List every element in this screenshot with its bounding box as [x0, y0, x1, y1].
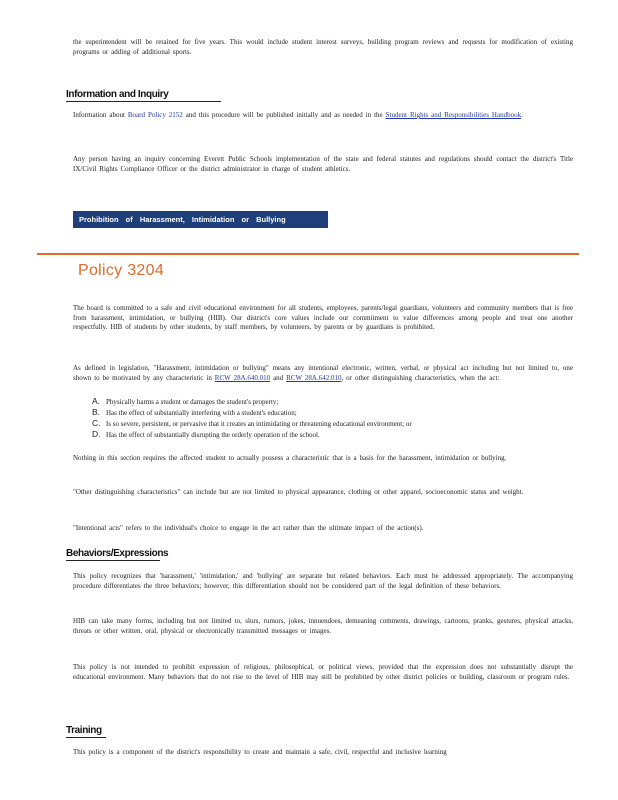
info-text-mid: and this procedure will be published initially and as needed in the — [182, 111, 386, 119]
list-item — [92, 418, 512, 429]
list-text: Physically harms a student or damages the student's property; — [106, 398, 279, 406]
behaviors-paragraph-1: This policy recognizes that 'harassment,' 'intimidation,' and 'bullying' are separate but related behaviors. Each must be addressed appropriately. The accompanying procedure differentiates the three behaviors; however, this differentiation should not be considered part of the legal definition of these behaviors. — [73, 572, 573, 590]
list-item — [92, 429, 512, 440]
rcw-642-link[interactable]: RCW 28A.642.010 — [286, 373, 342, 382]
rcw-640-link[interactable]: RCW 28A.640.010 — [214, 373, 271, 382]
board-policy-link[interactable]: Board Policy 2152 — [127, 111, 183, 119]
list-letter: A. — [92, 396, 101, 406]
policy-title: Policy 3204 — [78, 262, 165, 279]
training-paragraph: This policy is a component of the district's responsibility to create and maintain a safe, civil, respectful and inclusive learning — [73, 748, 447, 756]
other-characteristics-paragraph: "Other distinguishing characteristics" can include but are not limited to physical appearance, clothing or other apparel, socioeconomic status and weight. — [73, 488, 524, 496]
info-text-end: . — [521, 111, 523, 119]
list-text: Has the effect of substantially interfering with a student's education; — [106, 409, 297, 417]
definition-text-mid: and — [270, 373, 287, 382]
list-text: Is so severe, persistent, or pervasive that it creates an intimidating or threatening educational environment; or — [106, 420, 412, 428]
list-text: Has the effect of substantially disrupting the orderly operation of the school. — [106, 431, 320, 439]
characteristic-paragraph: Nothing in this section requires the affected student to actually possess a characteristic that is a basis for the harassment, intimidation or bullying. — [73, 454, 507, 462]
list-letter: C. — [92, 418, 101, 428]
list-item — [92, 396, 512, 407]
definition-text-end: , or other distinguishing characteristics, when the act: — [341, 373, 500, 382]
heading-information-inquiry: Information and Inquiry — [66, 89, 221, 102]
definition-paragraph — [73, 364, 573, 383]
inquiry-paragraph: Any person having an inquiry concerning Everett Public Schools implementation of the state and federal statutes and regulations should contact the district's Title IX/Civil Rights Compliance Officer or the district administrator in charge of student athletics. — [73, 155, 573, 173]
info-text-pre: Information about — [73, 111, 128, 119]
behaviors-paragraph-2: HIB can take many forms, including but not limited to, slurs, rumors, jokes, innuendoes, demeaning comments, drawings, cartoons, pranks, gestures, physical attacks, threats or other written, oral, physical or electronically transmitted messages or images. — [73, 617, 573, 635]
orange-divider — [37, 253, 579, 255]
definition-text-pre: As defined in legislation, "Harassment, intimidation or bullying" means any intentional electronic, written, verbal, or physical act including but not limited to, one shown to be motivated by any characteristic in — [73, 364, 573, 382]
intentional-acts-paragraph: "Intentional acts" refers to the individual's choice to engage in the act rather than the ultimate impact of the action(s). — [73, 524, 424, 532]
handbook-link[interactable]: Student Rights and Responsibilities Handbook — [385, 111, 522, 119]
behaviors-paragraph-3: This policy is not intended to prohibit expression of religious, philosophical, or political views, provided that the expression does not substantially disrupt the educational environment. Many behaviors that do not rise to the level of HIB may still be prohibited by other district policies or building, classroom or program rules. — [73, 663, 573, 681]
heading-behaviors-expressions: Behaviors/Expressions — [66, 548, 169, 559]
top-paragraph: the superintendent will be retained for five years. This would include student interest surveys, building program reviews and requests for modification of existing programs or adding of additional sports. — [73, 38, 573, 56]
board-commitment-paragraph: The board is committed to a safe and civil educational environment for all students, employees, parents/legal guardians, volunteers and community members that is free from harassment, intimidation, or bullying (HIB). Our district's core values include our commitment to value differences among people and treat one another respectfully. HIB of students by other students, by staff members, by volunteers, by parents or by guardians is prohibited. — [73, 304, 573, 331]
info-paragraph — [73, 111, 573, 121]
section-banner: Prohibition of Harassment, Intimidation or Bullying — [73, 211, 328, 228]
list-letter: D. — [92, 429, 101, 439]
list-item — [92, 407, 512, 418]
list-letter: B. — [92, 407, 101, 417]
act-criteria-list — [92, 396, 512, 440]
heading-training: Training — [66, 725, 106, 738]
